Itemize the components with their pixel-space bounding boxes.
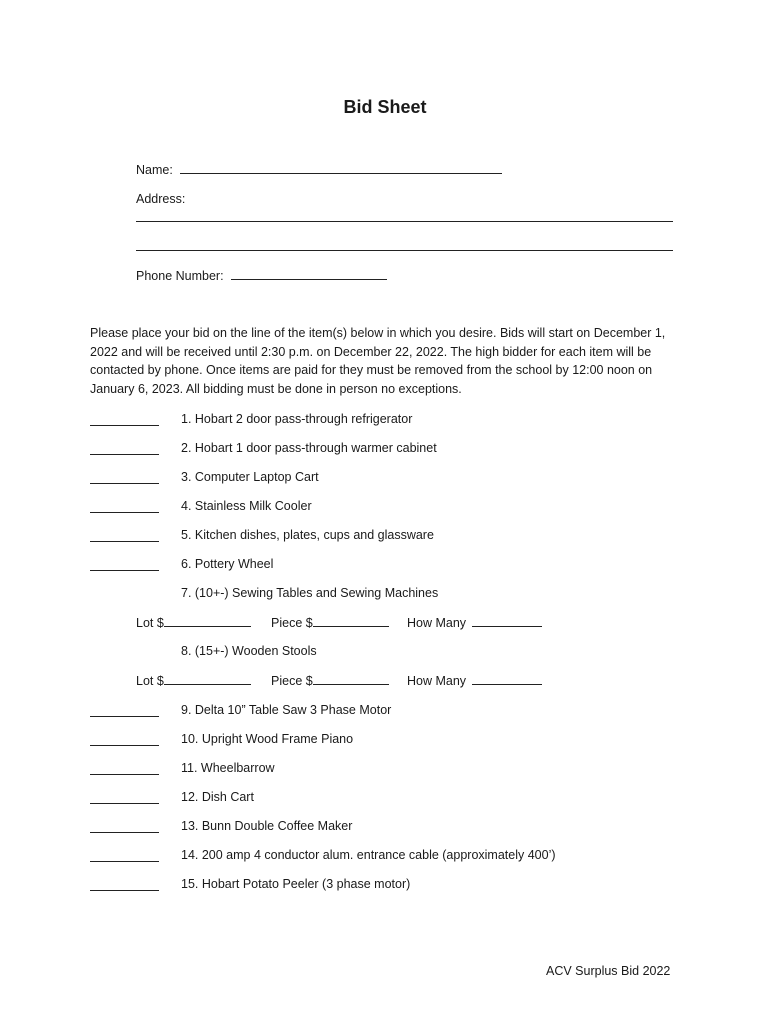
lot-price-field-7[interactable] — [164, 614, 251, 627]
instructions-paragraph: Please place your bid on the line of the item(s) below in which you desire. Bids will start on December 1, 2022 and will be received until 2:30 p.m. on December 22, 2022. The high bidder for each item will be contacted by phone. Once items are paid for they must be removed from the school by 12:00 noon on January 6, 2023. All bidding must be done in person no exceptions. — [90, 326, 666, 396]
how-many-field-8[interactable] — [472, 672, 542, 685]
item-9: 9. Delta 10” Table Saw 3 Phase Motor — [181, 703, 392, 717]
bid-line-9[interactable] — [90, 704, 159, 717]
item-15: 15. Hobart Potato Peeler (3 phase motor) — [181, 877, 411, 891]
bid-line-11[interactable] — [90, 762, 159, 775]
bid-line-1[interactable] — [90, 413, 159, 426]
how-many-label: How Many — [407, 674, 467, 688]
page-title: Bid Sheet — [343, 97, 427, 117]
item-11: 11. Wheelbarrow — [181, 761, 275, 775]
item-7: 7. (10+-) Sewing Tables and Sewing Machines — [181, 586, 439, 600]
bid-line-10[interactable] — [90, 733, 159, 746]
bid-line-3[interactable] — [90, 471, 159, 484]
phone-row — [136, 267, 387, 284]
item-10: 10. Upright Wood Frame Piano — [181, 732, 354, 746]
bid-line-4[interactable] — [90, 500, 159, 513]
lot-label: Lot $ — [136, 616, 164, 630]
footer-text: ACV Surplus Bid 2022 — [546, 964, 671, 978]
lot-label: Lot $ — [136, 674, 164, 688]
item-5: 5. Kitchen dishes, plates, cups and glassware — [181, 528, 434, 542]
piece-row-7 — [271, 614, 389, 631]
piece-price-field-7[interactable] — [313, 614, 389, 627]
item-4: 4. Stainless Milk Cooler — [181, 499, 312, 513]
bid-line-12[interactable] — [90, 791, 159, 804]
name-field[interactable] — [180, 161, 502, 174]
piece-row-8 — [271, 672, 389, 689]
address-line-1[interactable] — [136, 221, 673, 222]
piece-label: Piece $ — [271, 674, 313, 688]
bid-line-14[interactable] — [90, 849, 159, 862]
phone-label: Phone Number: — [136, 269, 224, 283]
item-13: 13. Bunn Double Coffee Maker — [181, 819, 353, 833]
address-label: Address: — [136, 192, 186, 206]
piece-price-field-8[interactable] — [313, 672, 389, 685]
item-14: 14. 200 amp 4 conductor alum. entrance cable (approximately 400’) — [181, 848, 556, 862]
bid-line-15[interactable] — [90, 878, 159, 891]
item-1: 1. Hobart 2 door pass-through refrigerator — [181, 412, 413, 426]
bid-line-2[interactable] — [90, 442, 159, 455]
item-2: 2. Hobart 1 door pass-through warmer cabinet — [181, 441, 437, 455]
name-row — [136, 161, 502, 178]
name-label: Name: — [136, 163, 173, 177]
bid-line-13[interactable] — [90, 820, 159, 833]
piece-label: Piece $ — [271, 616, 313, 630]
item-3: 3. Computer Laptop Cart — [181, 470, 319, 484]
lot-price-field-8[interactable] — [164, 672, 251, 685]
item-12: 12. Dish Cart — [181, 790, 254, 804]
how-many-field-7[interactable] — [472, 614, 542, 627]
bid-line-6[interactable] — [90, 558, 159, 571]
how-many-label: How Many — [407, 616, 467, 630]
how-many-row-8 — [407, 672, 542, 689]
phone-field[interactable] — [231, 267, 387, 280]
lot-row-8 — [136, 672, 251, 689]
item-6: 6. Pottery Wheel — [181, 557, 274, 571]
address-line-2[interactable] — [136, 250, 673, 251]
lot-row-7 — [136, 614, 251, 631]
item-8: 8. (15+-) Wooden Stools — [181, 644, 317, 658]
how-many-row-7 — [407, 614, 542, 631]
bid-line-5[interactable] — [90, 529, 159, 542]
